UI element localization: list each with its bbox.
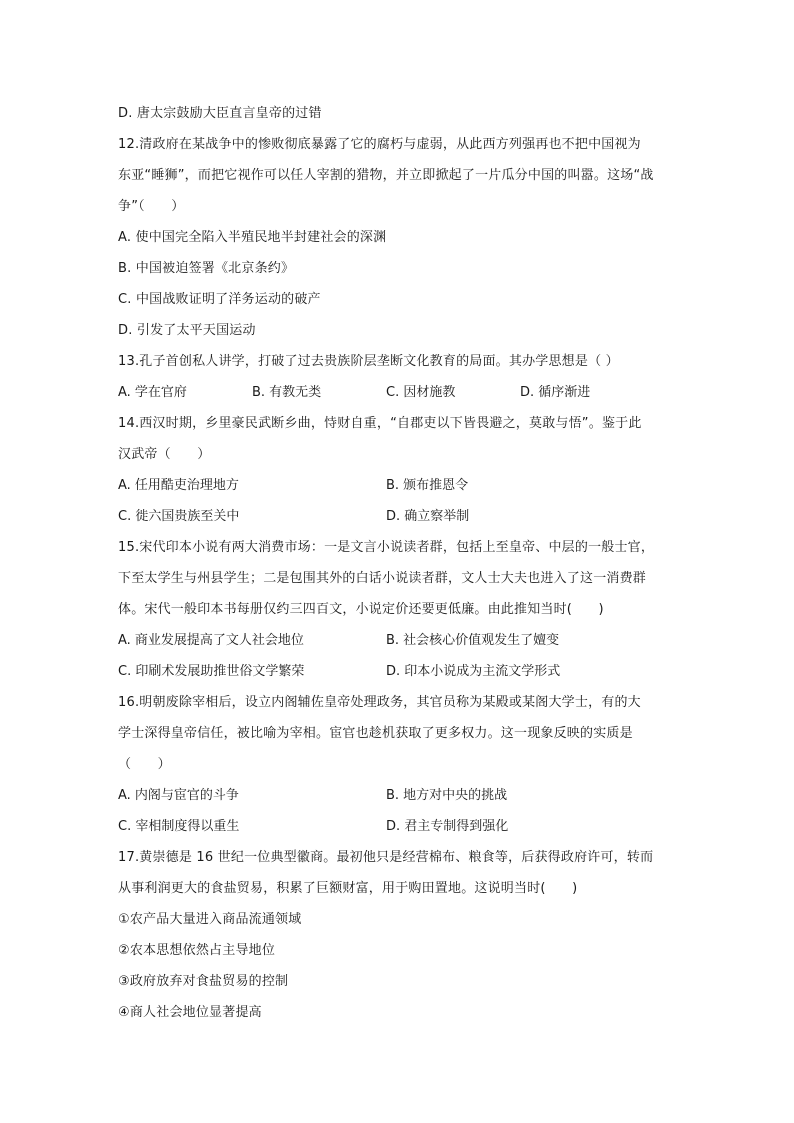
q14-option-c: C. 徙六国贵族至关中 xyxy=(118,509,240,524)
q14-option-a: A. 任用酷吏治理地方 xyxy=(118,478,239,493)
q14-stem-line-2: 汉武帝（ ） xyxy=(118,447,211,462)
q15-stem-line-2: 下至太学生与州县学生；二是包围其外的白话小说读者群，文人士大夫也进入了这一消费群 xyxy=(118,571,647,586)
q17-item-1: ①农产品大量进入商品流通领域 xyxy=(118,912,302,927)
q12-option-d: D. 引发了太平天国运动 xyxy=(118,323,256,338)
q13-option-d: D. 循序渐进 xyxy=(520,385,591,400)
q16-stem-line-2: 学士深得皇帝信任，被比喻为宰相。宦官也趁机获取了更多权力。这一现象反映的实质是 xyxy=(118,726,633,741)
q13-option-a: A. 学在官府 xyxy=(118,385,187,400)
q15-stem-line-3: 体。宋代一般印本书每册仅约三四百文，小说定价还要更低廉。由此推知当时( ) xyxy=(118,602,604,617)
q17-stem-line-1: 17.黄崇德是 16 世纪一位典型徽商。最初他只是经营棉布、粮食等，后获得政府许可，转而 xyxy=(118,850,654,865)
question-16 xyxy=(118,687,683,842)
q12-stem-line-1: 12.清政府在某战争中的惨败彻底暴露了它的腐朽与虚弱，从此西方列强再也不把中国视为 xyxy=(118,137,641,152)
question-15 xyxy=(118,532,683,687)
q16-option-c: C. 宰相制度得以重生 xyxy=(118,819,240,834)
q14-stem-line-1: 14.西汉时期，乡里豪民武断乡曲，恃财自重，“自郡吏以下皆畏避之，莫敢与悟”。鉴于此 xyxy=(118,416,642,431)
question-13 xyxy=(118,346,683,408)
q15-option-c: C. 印刷术发展助推世俗文学繁荣 xyxy=(118,664,305,679)
q12-option-c: C. 中国战败证明了洋务运动的破产 xyxy=(118,292,321,307)
question-14 xyxy=(118,408,683,532)
q15-option-a: A. 商业发展提高了文人社会地位 xyxy=(118,633,304,648)
q16-option-d: D. 君主专制得到强化 xyxy=(386,819,509,834)
q16-options-row-2 xyxy=(118,811,683,842)
q17-stem-line-2: 从事利润更大的食盐贸易，积累了巨额财富，用于购田置地。这说明当时( ) xyxy=(118,881,578,896)
q14-option-b: B. 颁布推恩令 xyxy=(386,478,469,493)
q17-item-3: ③政府放弃对食盐贸易的控制 xyxy=(118,974,289,989)
q12-option-b: B. 中国被迫签署《北京条约》 xyxy=(118,261,295,276)
q14-option-d: D. 确立察举制 xyxy=(386,509,470,524)
q13-options xyxy=(118,377,683,408)
q12-option-a: A. 使中国完全陷入半殖民地半封建社会的深渊 xyxy=(118,230,387,245)
q16-stem-line-1: 16.明朝废除宰相后，设立内阁辅佐皇帝处理政务，其官员称为某殿或某阁大学士，有的大 xyxy=(118,695,641,710)
q13-stem: 13.孔子首创私人讲学，打破了过去贵族阶层垄断文化教育的局面。其办学思想是（ ） xyxy=(118,354,619,369)
question-17 xyxy=(118,842,683,1028)
q16-option-a: A. 内阁与宦官的斗争 xyxy=(118,788,239,803)
q15-option-d: D. 印本小说成为主流文学形式 xyxy=(386,664,561,679)
q15-options-row-2 xyxy=(118,656,683,687)
q13-option-b: B. 有教无类 xyxy=(252,385,322,400)
q17-item-2: ②农本思想依然占主导地位 xyxy=(118,943,276,958)
q12-stem-line-3: 争”（ ） xyxy=(118,199,185,214)
q16-options-row-1 xyxy=(118,780,683,811)
q17-item-4: ④商人社会地位显著提高 xyxy=(118,1005,262,1020)
q16-option-b: B. 地方对中央的挑战 xyxy=(386,788,508,803)
q15-option-b: B. 社会核心价值观发生了嬗变 xyxy=(386,633,560,648)
q13-option-c: C. 因材施教 xyxy=(386,385,456,400)
question-12 xyxy=(118,129,683,346)
q15-stem-line-1: 15.宋代印本小说有两大消费市场：一是文言小说读者群，包括上至皇帝、中层的一般士官， xyxy=(118,540,655,555)
q11-option-d: D. 唐太宗鼓励大臣直言皇帝的过错 xyxy=(118,106,322,121)
q14-options-row-2 xyxy=(118,501,683,532)
q14-options-row-1 xyxy=(118,470,683,501)
q15-options-row-1 xyxy=(118,625,683,656)
exam-page xyxy=(118,98,683,1028)
q12-stem-line-2: 东亚“睡狮”，而把它视作可以任人宰割的猎物，并立即掀起了一片瓜分中国的叫嚣。这场“战 xyxy=(118,168,654,183)
q16-stem-line-3: （ ） xyxy=(118,757,171,772)
